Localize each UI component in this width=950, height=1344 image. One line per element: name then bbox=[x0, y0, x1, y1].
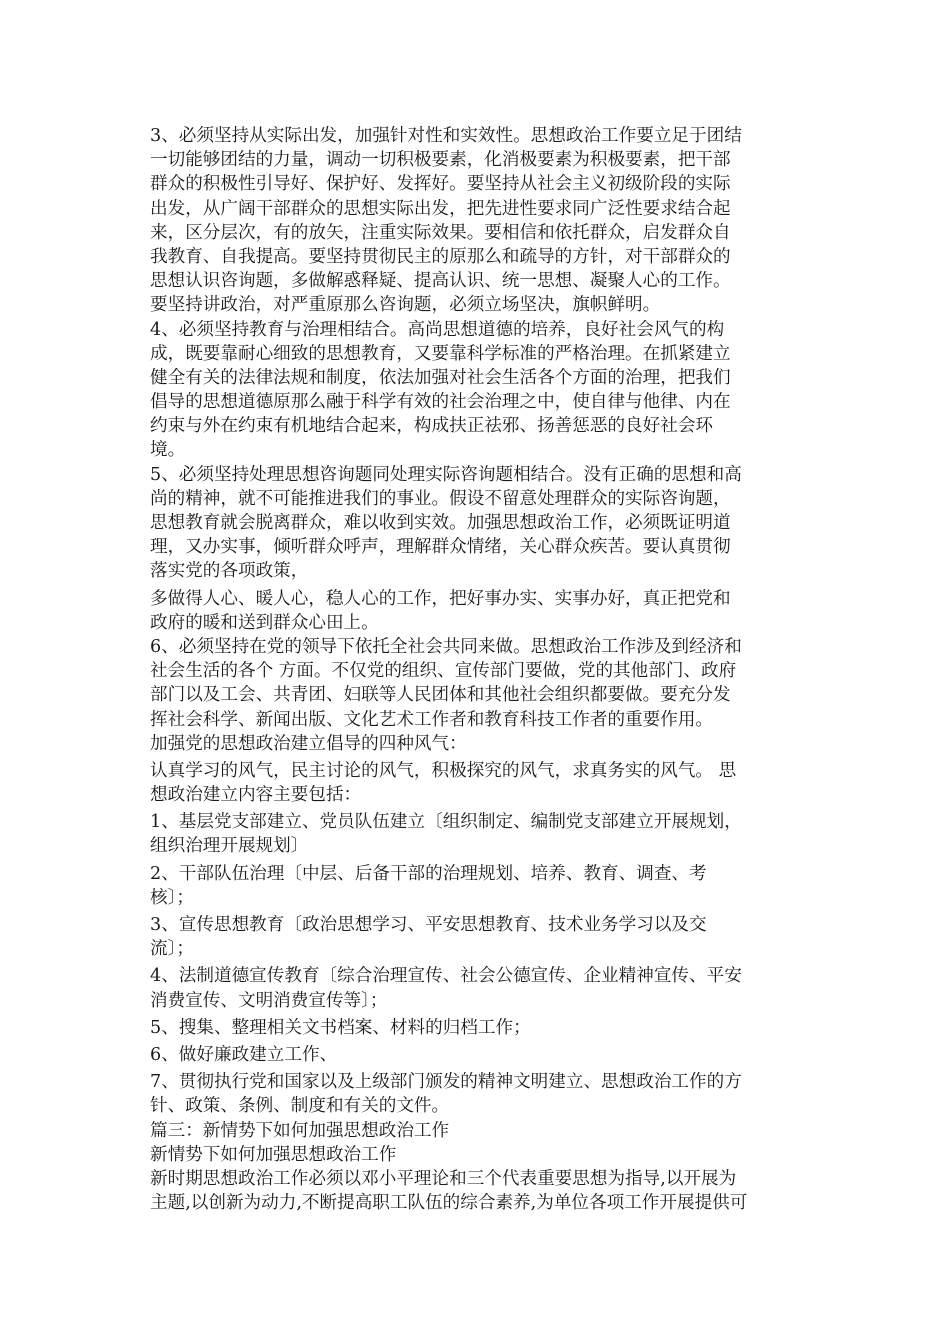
text-line: 3、必须坚持从实际出发，加强针对性和实效性。思想政治工作要立足于团结 bbox=[150, 126, 742, 146]
text-line: 倡导的思想道德原那么融于科学有效的社会治理之中，使自律与他律、内在 bbox=[150, 392, 731, 413]
text-line: 新时期思想政治工作必须以邓小平理论和三个代表重要思想为指导,以开展为 bbox=[150, 1168, 737, 1189]
text-line: 2、干部队伍治理〔中层、后备干部的治理规划、培养、教育、调查、考 bbox=[150, 863, 707, 884]
text-line: 针、政策、条例、制度和有关的文件。 bbox=[150, 1096, 450, 1117]
text-line: 4、必须坚持教育与治理相结合。高尚思想道德的培养，良好社会风气的构 bbox=[150, 319, 725, 340]
text-line: 主题,以创新为动力,不断提高职工队伍的综合素养,为单位各项工作开展提供可 bbox=[150, 1193, 748, 1214]
text-line: 认真学习的风气，民主讨论的风气，积极探究的风气，求真务实的风气。 思 bbox=[150, 760, 737, 781]
text-line: 思想认识咨询题，多做解惑释疑、提高认识、统一思想、凝聚人心的工作。 bbox=[150, 271, 731, 292]
text-line: 4、法制道德宣传教育〔综合治理宣传、社会公德宣传、企业精神宣传、平安 bbox=[150, 966, 742, 987]
text-line: 健全有关的法律法规和制度，依法加强对社会生活各个方面的治理，把我们 bbox=[150, 367, 731, 388]
text-line: 3、宣传思想教育〔政治思想学习、平安思想教育、技术业务学习以及交 bbox=[150, 915, 707, 935]
text-line: 新情势下如何加强思想政治工作 bbox=[150, 1144, 397, 1165]
text-line: 政府的暖和送到群众心田上。 bbox=[150, 612, 379, 633]
text-line: 流〕； bbox=[150, 939, 194, 960]
text-line: 想政治建立内容主要包括： bbox=[150, 785, 362, 806]
text-line: 来，区分层次，有的放矢，注重实际效果。要相信和依托群众，启发群众自 bbox=[150, 222, 731, 243]
text-line: 思想教育就会脱离群众，难以收到实效。加强思想政治工作，必须既证明道 bbox=[150, 513, 731, 533]
text-line: 6、做好廉政建立工作、 bbox=[150, 1044, 338, 1065]
text-line: 5、必须坚持处理思想咨询题同处理实际咨询题相结合。没有正确的思想和高 bbox=[150, 464, 742, 485]
text-line: 尚的精神，就不可能推进我们的事业。假设不留意处理群众的实际咨询题， bbox=[150, 488, 731, 509]
text-line: 1、基层党支部建立、党员队伍建立〔组织制定、编制党支部建立开展规划， bbox=[150, 812, 742, 833]
document-body bbox=[150, 124, 810, 1215]
text-line: 要坚持讲政治，对严重原那么咨询题，必须立场坚决，旗帜鲜明。 bbox=[150, 295, 661, 316]
text-line: 部门以及工会、共青团、妇联等人民团体和其他社会组织都要做。要充分发 bbox=[150, 685, 731, 706]
text-line: 6、必须坚持在党的领导下依托全社会共同来做。思想政治工作涉及到经济和 bbox=[150, 636, 742, 657]
text-line: 约束与外在约束有机地结合起来，构成扶正祛邪、扬善惩恶的良好社会环 bbox=[150, 416, 714, 437]
text-line: 出发，从广阔干部群众的思想实际出发，把先进性要求同广泛性要求结合起 bbox=[150, 198, 731, 219]
text-line: 成，既要靠耐心细致的思想教育，又要靠科学标准的严格治理。在抓紧建立 bbox=[150, 343, 731, 364]
text-line: 理，又办实事，倾听群众呼声，理解群众情绪，关心群众疾苦。要认真贯彻 bbox=[150, 537, 731, 558]
text-line: 挥社会科学、新闻出版、文化艺术工作者和教育科技工作者的重要作用。 bbox=[150, 709, 714, 730]
text-line: 落实党的各项政策， bbox=[150, 561, 309, 582]
text-line: 一切能够团结的力量，调动一切积极要素，化消极要素为积极要素，把干部 bbox=[150, 150, 731, 171]
text-line: 核〕； bbox=[150, 887, 194, 908]
text-line: 组织治理开展规划〕 bbox=[150, 836, 309, 857]
text-line: 境。 bbox=[150, 440, 186, 461]
text-line: 5、搜集、整理相关文书档案、材料的归档工作； bbox=[150, 1017, 531, 1038]
text-line: 群众的积极性引导好、保护好、发挥好。要坚持从社会主义初级阶段的实际 bbox=[150, 174, 731, 195]
text-line: 社会生活的各个 方面。不仅党的组织、宣传部门要做，党的其他部门、政府 bbox=[150, 661, 737, 682]
text-line: 消费宣传、文明消费宣传等〕； bbox=[150, 990, 388, 1011]
text-line: 7、贯彻执行党和国家以及上级部门颁发的精神文明建立、思想政治工作的方 bbox=[150, 1072, 742, 1093]
text-line: 加强党的思想政治建立倡导的四种风气： bbox=[150, 733, 467, 754]
text-line: 多做得人心、暖人心，稳人心的工作，把好事办实、实事办好，真正把党和 bbox=[150, 588, 731, 609]
text-line: 我教育、自我提高。要坚持贯彻民主的原那么和疏导的方针，对干部群众的 bbox=[150, 246, 731, 267]
text-line: 篇三：新情势下如何加强思想政治工作 bbox=[150, 1120, 450, 1141]
